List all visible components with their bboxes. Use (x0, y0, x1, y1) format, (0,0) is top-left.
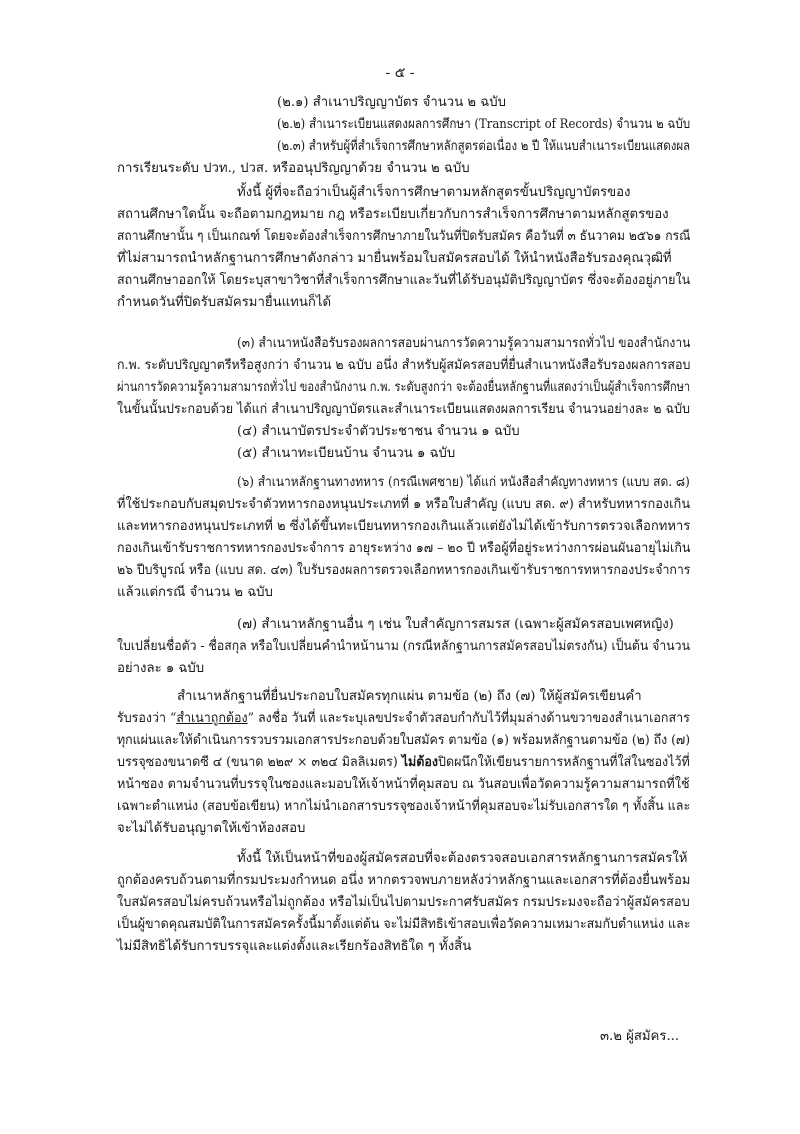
continuation-footer: ๓.๒ ผู้สมัคร... (600, 1029, 680, 1044)
text-line: (๓) สำเนาหนังสือรับรองผลการสอบผ่านการวัดความรู้ความสามารถทั่วไป ของสำนักงาน (237, 336, 691, 351)
page-number: - ๕ - (385, 65, 415, 81)
text-line: (๒.๑) สำเนาปริญญาบัตร จำนวน ๒ ฉบับ (277, 95, 507, 110)
text-line: สถานศึกษาออกให้ โดยระบุสาขาวิชาที่สำเร็จการศึกษาและวันที่ได้รับอนุมัติปริญญาบัตร ซึ่งจะต้องอยู่ภายใน (117, 273, 691, 288)
text-line: ถูกต้องครบถ้วนตามที่กรมประมงกำหนด อนึ่ง หากตรวจพบภายหลังว่าหลักฐานและเอกสารที่ต้องยื่นพร้อม (117, 873, 691, 888)
text-line: (๕) สำเนาทะเบียนบ้าน จำนวน ๑ ฉบับ (237, 446, 456, 461)
text-line: ก.พ. ระดับปริญญาตรีหรือสูงกว่า จำนวน ๒ ฉบับ อนึ่ง สำหรับผู้สมัครสอบที่ยื่นสำเนาหนังสือรับรองผลการสอบ (117, 358, 691, 373)
text-segment: ” ลงชื่อ วันที่ และระบุเลขประจำตัวสอบกำกับไว้ที่มุมล่างด้านขวาของสำเนาเอกสาร (247, 711, 690, 726)
text-line: (๖) สำเนาหลักฐานทางทหาร (กรณีเพศชาย) ได้แก่ หนังสือสำคัญทางทหาร (แบบ สด. ๘) (237, 475, 690, 490)
text-line: ผ่านการวัดความรู้ความสามารถทั่วไป ของสำนักงาน ก.พ. ระดับสูงกว่า จะต้องยื่นหลักฐานที่แสดงว่าเป็นผู้สำเร็จการศึกษา (117, 380, 691, 395)
text-line: จะไม่ได้รับอนุญาตให้เข้าห้องสอบ (117, 821, 306, 836)
text-segment: รับรองว่า “ (117, 711, 177, 726)
text-line: เป็นผู้ขาดคุณสมบัติในการสมัครครั้งนี้มาตั้งแต่ต้น จะไม่มีสิทธิเข้าสอบเพื่อวัดความเหมาะสมกับตำแหน่ง และ (117, 917, 691, 932)
text-line: แล้วแต่กรณี จำนวน ๒ ฉบับ (117, 585, 273, 600)
text-line: ทุกแผ่นและให้ดำเนินการรวบรวมเอกสารประกอบด้วยใบสมัคร ตามข้อ (๑) พร้อมหลักฐานตามข้อ (๒) ถึง (๗) (117, 733, 691, 748)
text-line (117, 752, 690, 774)
text-line: ที่ไม่สามารถนำหลักฐานการศึกษาดังกล่าว มายื่นพร้อมใบสมัครสอบได้ ให้นำหนังสือรับรองคุณวุฒิที่ (117, 251, 672, 266)
text-line: ไม่มีสิทธิได้รับการบรรจุและแต่งตั้งและเรียกร้องสิทธิใด ๆ ทั้งสิ้น (117, 939, 472, 954)
text-line: ทั้งนี้ ให้เป็นหน้าที่ของผู้สมัครสอบที่จะต้องตรวจสอบเอกสารหลักฐานการสมัครให้ (237, 851, 688, 866)
text-line: ในขั้นนั้นประกอบด้วย ได้แก่ สำเนาปริญญาบัตรและสำเนาระเบียนแสดงผลการเรียน จำนวนอย่างละ ๒ ฉบับ (117, 402, 691, 417)
text-line: ทั้งนี้ ผู้ที่จะถือว่าเป็นผู้สำเร็จการศึกษาตามหลักสูตรขั้นปริญญาบัตรของ (237, 185, 631, 200)
no-seal-phrase: ไม่ต้อง (401, 755, 439, 770)
text-line: ใบสมัครสอบไม่ครบถ้วนหรือไม่ถูกต้อง หรือไม่เป็นไปตามประกาศรับสมัคร กรมประมงจะถือว่าผู้สมัครสอบ (117, 895, 690, 910)
text-line: สำเนาหลักฐานที่ยื่นประกอบใบสมัครทุกแผ่น ตามข้อ (๒) ถึง (๗) ให้ผู้สมัครเขียนคำ (177, 689, 642, 704)
text-line: กำหนดวันที่ปิดรับสมัครมายื่นแทนก็ได้ (117, 295, 332, 310)
text-line: และทหารกองหนุนประเภทที่ ๒ ซึ่งได้ขึ้นทะเบียนทหารกองเกินแล้วแต่ยังไม่ได้เข้ารับการตรวจเลือกทหาร (117, 519, 691, 534)
text-segment: บรรจุซองขนาดซี ๔ (ขนาด ๒๒๙ × ๓๒๔ มิลลิเมตร) (117, 755, 402, 770)
text-line: สถานศึกษาใดนั้น จะถือตามกฎหมาย กฎ หรือระเบียบเกี่ยวกับการสำเร็จการศึกษาตามหลักสูตรของ (117, 207, 669, 222)
text-line (117, 708, 690, 730)
text-line: ๒๖ ปีบริบูรณ์ หรือ (แบบ สด. ๔๓) ใบรับรองผลการตรวจเลือกทหารกองเกินเข้ารับราชการทหารกองประจำการ (117, 563, 691, 578)
text-line: (๒.๓) สำหรับผู้ที่สำเร็จการศึกษาหลักสูตรต่อเนื่อง ๒ ปี ให้แนบสำเนาระเบียนแสดงผล (277, 139, 691, 154)
text-segment: ปิดผนึกให้เขียนรายการหลักฐานที่ใส่ในซองไว้ที่ (438, 755, 690, 770)
text-line: (๔) สำเนาบัตรประจำตัวประชาชน จำนวน ๑ ฉบับ (237, 424, 520, 439)
certified-copy-phrase: สำเนาถูกต้อง (176, 711, 248, 726)
text-line: (๗) สำเนาหลักฐานอื่น ๆ เช่น ใบสำคัญการสมรส (เฉพาะผู้สมัครสอบเพศหญิง) (237, 617, 674, 632)
text-line: กองเกินเข้ารับราชการทหารกองประจำการ อายุระหว่าง ๑๗ – ๒๐ ปี หรือผู้ที่อยู่ระหว่างการผ่อนผันอายุไม่เกิน (117, 541, 691, 556)
text-line: สถานศึกษานั้น ๆ เป็นเกณฑ์ โดยจะต้องสำเร็จการศึกษาภายในวันที่ปิดรับสมัคร คือวันที่ ๓ ธันวาคม ๒๕๖๑ กรณี (117, 229, 691, 244)
text-line: อย่างละ ๑ ฉบับ (117, 661, 205, 676)
text-line: การเรียนระดับ ปวท., ปวส. หรืออนุปริญญาด้วย จำนวน ๒ ฉบับ (117, 161, 470, 176)
text-line: ใบเปลี่ยนชื่อตัว - ชื่อสกุล หรือใบเปลี่ยนคำนำหน้านาม (กรณีหลักฐานการสมัครสอบไม่ตรงกัน) เป็นต้น จำนวน (117, 639, 690, 654)
text-line: หน้าซอง ตามจำนวนที่บรรจุในซองและมอบให้เจ้าหน้าที่คุมสอบ ณ วันสอบเพื่อวัดความรู้ความสามารถที่ใช้ (117, 777, 690, 792)
text-line: (๒.๒) สำเนาระเบียนแสดงผลการศึกษา (Transcript of Records) จำนวน ๒ ฉบับ (277, 117, 691, 132)
text-line: ที่ใช้ประกอบกับสมุดประจำตัวทหารกองหนุนประเภทที่ ๑ หรือใบสำคัญ (แบบ สด. ๙) สำหรับทหารกองเกิน (117, 497, 691, 512)
text-line: เฉพาะตำแหน่ง (สอบข้อเขียน) หากไม่นำเอกสารบรรจุซองเจ้าหน้าที่คุมสอบจะไม่รับเอกสารใด ๆ ทั้งสิ้น และ (117, 799, 691, 814)
